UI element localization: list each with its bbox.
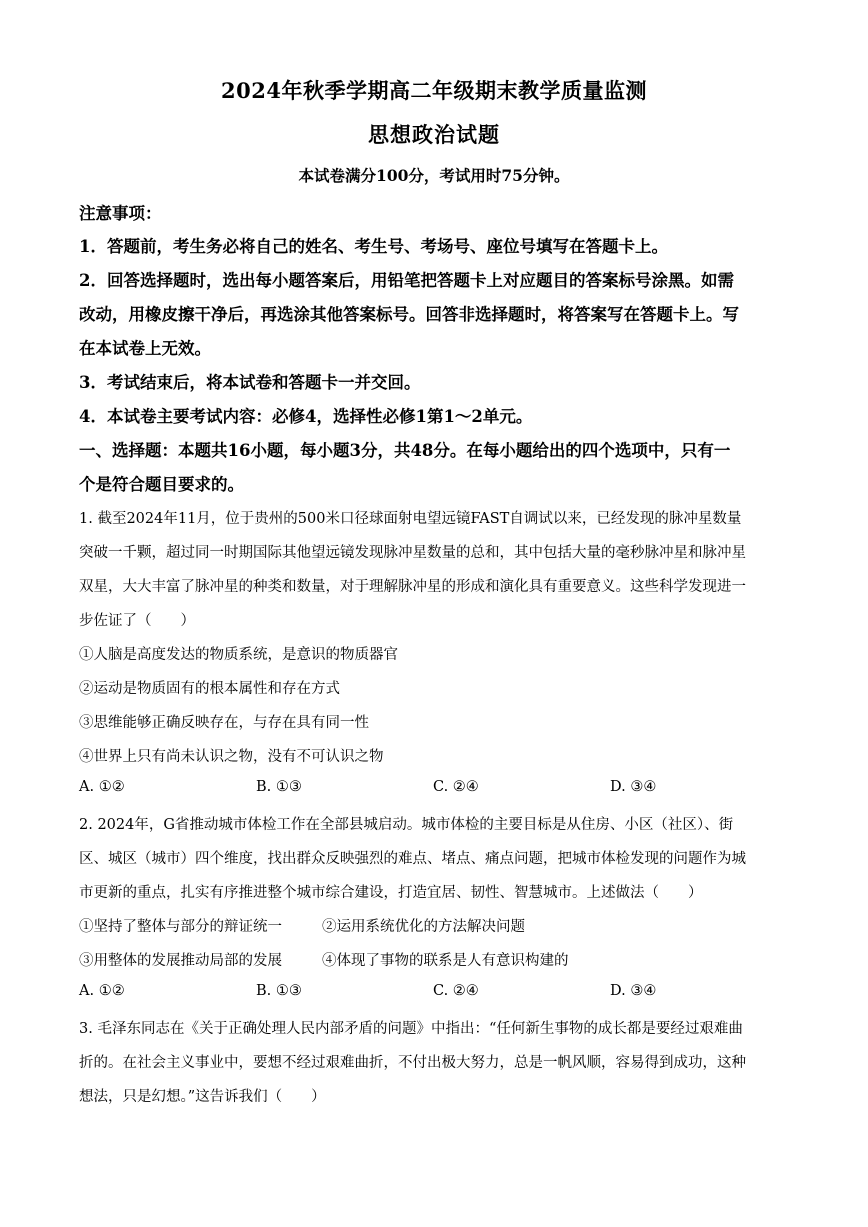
question-1-stem: 双星，大大丰富了脉冲星的种类和数量，对于理解脉冲星的形成和演化具有重要意义。这些科学发现进一: [79, 579, 746, 595]
question-2-option-b: B. ①③: [256, 983, 302, 999]
question-2-stem: 市更新的重点，扎实有序推进整个城市综合建设，打造宜居、韧性、智慧城市。上述做法（ ）: [79, 885, 703, 901]
question-1-option-a: A. ①②: [79, 779, 125, 795]
question-2-option-a: A. ①②: [79, 983, 125, 999]
question-1-item: ④世界上只有尚未认识之物，没有不可认识之物: [79, 749, 384, 765]
question-2-item: ④体现了事物的联系是人有意识构建的: [322, 953, 569, 969]
section-heading: 一、选择题：本题共16小题，每小题3分，共48分。在每小题给出的四个选项中，只有一: [79, 441, 731, 460]
question-1-item: ③思维能够正确反映存在，与存在具有同一性: [79, 715, 369, 731]
question-1-option-c: C. ②④: [433, 779, 479, 795]
notice-heading: 注意事项：: [79, 204, 162, 223]
question-1-option-b: B. ①③: [256, 779, 302, 795]
question-1-stem: 突破一千颗，超过同一时期国际其他望远镜发现脉冲星数量的总和，其中包括大量的毫秒脉冲星和脉冲星: [79, 545, 746, 561]
question-2-item: ③用整体的发展推动局部的发展: [79, 953, 282, 969]
question-2-item: ②运用系统优化的方法解决问题: [322, 919, 525, 935]
question-1-stem: 步佐证了（ ）: [79, 613, 195, 629]
exam-title: 2024年秋季学期高二年级期末教学质量监测: [221, 78, 647, 103]
question-1-stem: 1. 截至2024年11月，位于贵州的500米口径球面射电望远镜FAST自调试以来，已经发现的脉冲星数量: [79, 511, 742, 527]
question-2-option-c: C. ②④: [433, 983, 479, 999]
question-2-stem: 2. 2024年，G省推动城市体检工作在全部县城启动。城市体检的主要目标是从住房、小区（社区）、街: [79, 817, 734, 833]
question-3-stem: 3. 毛泽东同志在《关于正确处理人民内部矛盾的问题》中指出：“任何新生事物的成长都是要经过艰难曲: [79, 1021, 743, 1037]
question-2-stem: 区、城区（城市）四个维度，找出群众反映强烈的难点、堵点、痛点问题，把城市体检发现的问题作为城: [79, 851, 746, 867]
notice-line: 4．本试卷主要考试内容：必修4，选择性必修1第1～2单元。: [79, 407, 533, 426]
exam-info: 本试卷满分100分，考试用时75分钟。: [298, 166, 570, 185]
notice-line: 在本试卷上无效。: [79, 339, 211, 358]
question-1-option-d: D. ③④: [610, 779, 657, 795]
question-1-item: ②运动是物质固有的根本属性和存在方式: [79, 681, 340, 697]
question-1-item: ①人脑是高度发达的物质系统，是意识的物质器官: [79, 647, 398, 663]
question-2-item: ①坚持了整体与部分的辩证统一: [79, 919, 282, 935]
notice-line: 3．考试结束后，将本试卷和答题卡一并交回。: [79, 373, 421, 392]
question-3-stem: 折的。在社会主义事业中，要想不经过艰难曲折，不付出极大努力，总是一帆风顺，容易得到成功，这种: [79, 1055, 746, 1071]
question-3-stem: 想法，只是幻想。”这告诉我们（ ）: [79, 1089, 326, 1105]
exam-subject: 思想政治试题: [368, 122, 500, 147]
notice-line: 2．回答选择题时，选出每小题答案后，用铅笔把答题卡上对应题目的答案标号涂黑。如需: [79, 271, 734, 290]
notice-line: 改动，用橡皮擦干净后，再选涂其他答案标号。回答非选择题时，将答案写在答题卡上。写: [79, 305, 739, 324]
section-heading-cont: 个是符合题目要求的。: [79, 475, 244, 494]
question-2-option-d: D. ③④: [610, 983, 657, 999]
notice-line: 1．答题前，考生务必将自己的姓名、考生号、考场号、座位号填写在答题卡上。: [79, 237, 668, 256]
